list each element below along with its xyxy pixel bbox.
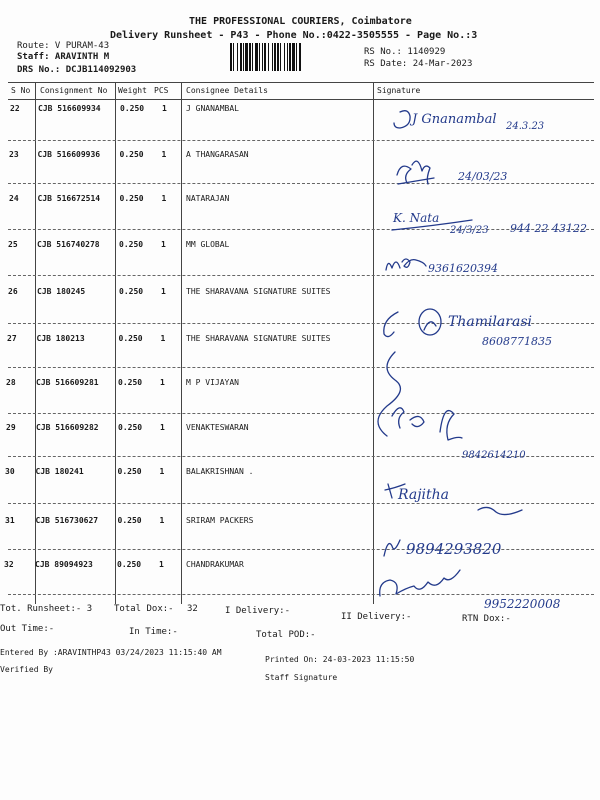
row-sno: 25	[8, 240, 18, 249]
row-consignment: CJB 516609934	[38, 104, 101, 113]
row-pcs: 1	[159, 560, 164, 569]
row-sno: 29	[6, 423, 16, 432]
signature-29-phone: 9842614210	[462, 450, 526, 461]
total-dox-label: Total Dox:-	[114, 604, 174, 614]
row-pcs: 1	[162, 104, 167, 113]
row-pcs: 1	[160, 423, 165, 432]
signature-24-date: 24/3/23	[450, 225, 489, 236]
signature-30: Rajitha	[398, 487, 450, 503]
row-weight: 0.250	[118, 423, 143, 432]
signature-stroke	[380, 570, 460, 596]
signature-26: Thamilarasi	[448, 314, 532, 330]
signature-stroke	[384, 540, 400, 556]
row-sno: 30	[5, 467, 15, 476]
route: Route: V PURAM-43	[17, 41, 110, 51]
drs-number: DRS No.: DCJB114092903	[17, 65, 137, 75]
row-pcs: 1	[161, 287, 166, 296]
signature-24-phone: 944 22 43122	[510, 222, 587, 235]
staff-signature: Staff Signature	[265, 673, 338, 682]
signature-stroke	[384, 312, 398, 337]
row-consignee: A THANGARASAN	[186, 150, 249, 159]
ii-delivery: II Delivery:-	[341, 612, 412, 622]
signature-31-phone: 9894293820	[406, 540, 502, 558]
row-sno: 26	[8, 287, 18, 296]
signature-stroke	[424, 322, 436, 330]
signature-22: J Gnanambal	[412, 112, 497, 127]
row-consignment: CJB 516609281	[36, 378, 99, 387]
row-weight: 0.250	[118, 378, 143, 387]
row-pcs: 1	[161, 150, 167, 159]
col-header-pcs: PCS	[154, 86, 169, 95]
rtn-dox: RTN Dox:-	[462, 614, 511, 624]
row-consignment: CJB 180245	[37, 287, 86, 296]
row-consignee: M P VIJAYAN	[186, 378, 239, 387]
row-consignee: BALAKRISHNAN .	[186, 467, 254, 476]
signature-stroke	[478, 507, 522, 514]
signature-stroke	[394, 111, 410, 128]
signature-32-phone: 9952220008	[484, 597, 561, 611]
printed-on: Printed On: 24-03-2023 11:15:50	[265, 655, 415, 664]
row-consignee: MM GLOBAL	[186, 240, 230, 249]
signature-24: K. Nata	[393, 211, 440, 225]
total-runsheet: Tot. Runsheet:- 3	[0, 604, 93, 614]
runsheet-title: Delivery Runsheet - P43 - Phone No.:0422-3505555 - Page No.:3	[110, 30, 478, 41]
col-header-consignee: Consignee Details	[186, 86, 268, 95]
col-header-weight: Weight	[118, 86, 147, 95]
row-consignee: J GNANAMBAL	[186, 104, 239, 113]
row-consignee: THE SHARAVANA SIGNATURE SUITES	[186, 334, 331, 343]
rs-date: RS Date: 24-Mar-2023	[364, 59, 473, 69]
col-header-sno: S No	[11, 86, 31, 95]
out-time: Out Time:-	[0, 624, 55, 634]
row-sno: 22	[10, 104, 20, 113]
row-consignment: CJB 516740278	[37, 240, 100, 249]
i-delivery: I Delivery:-	[225, 606, 291, 616]
signature-stroke	[392, 408, 424, 428]
entered-by: Entered By :ARAVINTHP43 03/24/2023 11:15:40 AM	[0, 648, 222, 657]
row-sno: 31	[5, 516, 15, 525]
company-name: THE PROFESSIONAL COURIERS, Coimbatore	[189, 16, 412, 27]
row-consignment: CJB 516609282	[36, 423, 99, 432]
row-consignment: CJB 516672514	[37, 194, 101, 203]
signature-26-phone: 8608771835	[482, 335, 552, 348]
row-consignment: CJB 89094923	[35, 560, 93, 569]
row-sno: 23	[9, 150, 19, 159]
verified-by: Verified By	[0, 665, 53, 674]
signature-stroke	[378, 352, 400, 436]
row-pcs: 1	[160, 334, 166, 343]
row-consignment: CJB 516609936	[37, 150, 101, 159]
staff: Staff: ARAVINTH M	[17, 52, 110, 62]
row-consignment: CJB 180241	[35, 467, 84, 476]
row-weight: 0.250	[119, 240, 144, 249]
row-sno: 27	[7, 334, 17, 343]
row-weight: 0.250	[117, 516, 142, 525]
in-time: In Time:-	[129, 627, 178, 637]
row-pcs: 1	[159, 467, 165, 476]
col-header-signature: Signature	[377, 86, 421, 95]
row-consignee: VENAKTESWARAN	[186, 423, 249, 432]
row-consignee: NATARAJAN	[186, 194, 230, 203]
signature-25-phone: 9361620394	[428, 262, 498, 275]
row-weight: 0.250	[119, 287, 144, 296]
row-pcs: 1	[161, 194, 167, 203]
signature-22-date: 24.3.23	[506, 121, 545, 132]
row-pcs: 1	[161, 240, 166, 249]
row-weight: 0.250	[120, 104, 145, 113]
row-consignee: CHANDRAKUMAR	[186, 560, 244, 569]
signature-23-date: 24/03/23	[458, 170, 508, 183]
row-weight: 0.250	[117, 560, 142, 569]
col-header-consignment: Consignment No	[40, 86, 108, 95]
signature-stroke	[440, 411, 462, 440]
row-weight: 0.250	[119, 150, 144, 159]
row-consignee: SRIRAM PACKERS	[186, 516, 254, 525]
row-pcs: 1	[159, 516, 165, 525]
row-weight: 0.250	[117, 467, 142, 476]
total-dox-value: 32	[187, 604, 198, 614]
row-weight: 0.250	[119, 194, 144, 203]
row-sno: 24	[9, 194, 19, 203]
row-consignment: CJB 180213	[36, 334, 85, 343]
signature-stroke	[386, 259, 426, 270]
rs-number: RS No.: 1140929	[364, 47, 446, 57]
row-consignee: THE SHARAVANA SIGNATURE SUITES	[186, 287, 331, 296]
row-consignment: CJB 516730627	[35, 516, 99, 525]
row-sno: 32	[4, 560, 14, 569]
signature-stroke	[397, 161, 434, 184]
row-sno: 28	[6, 378, 16, 387]
total-pod: Total POD:-	[256, 630, 316, 640]
row-weight: 0.250	[118, 334, 143, 343]
row-pcs: 1	[160, 378, 165, 387]
